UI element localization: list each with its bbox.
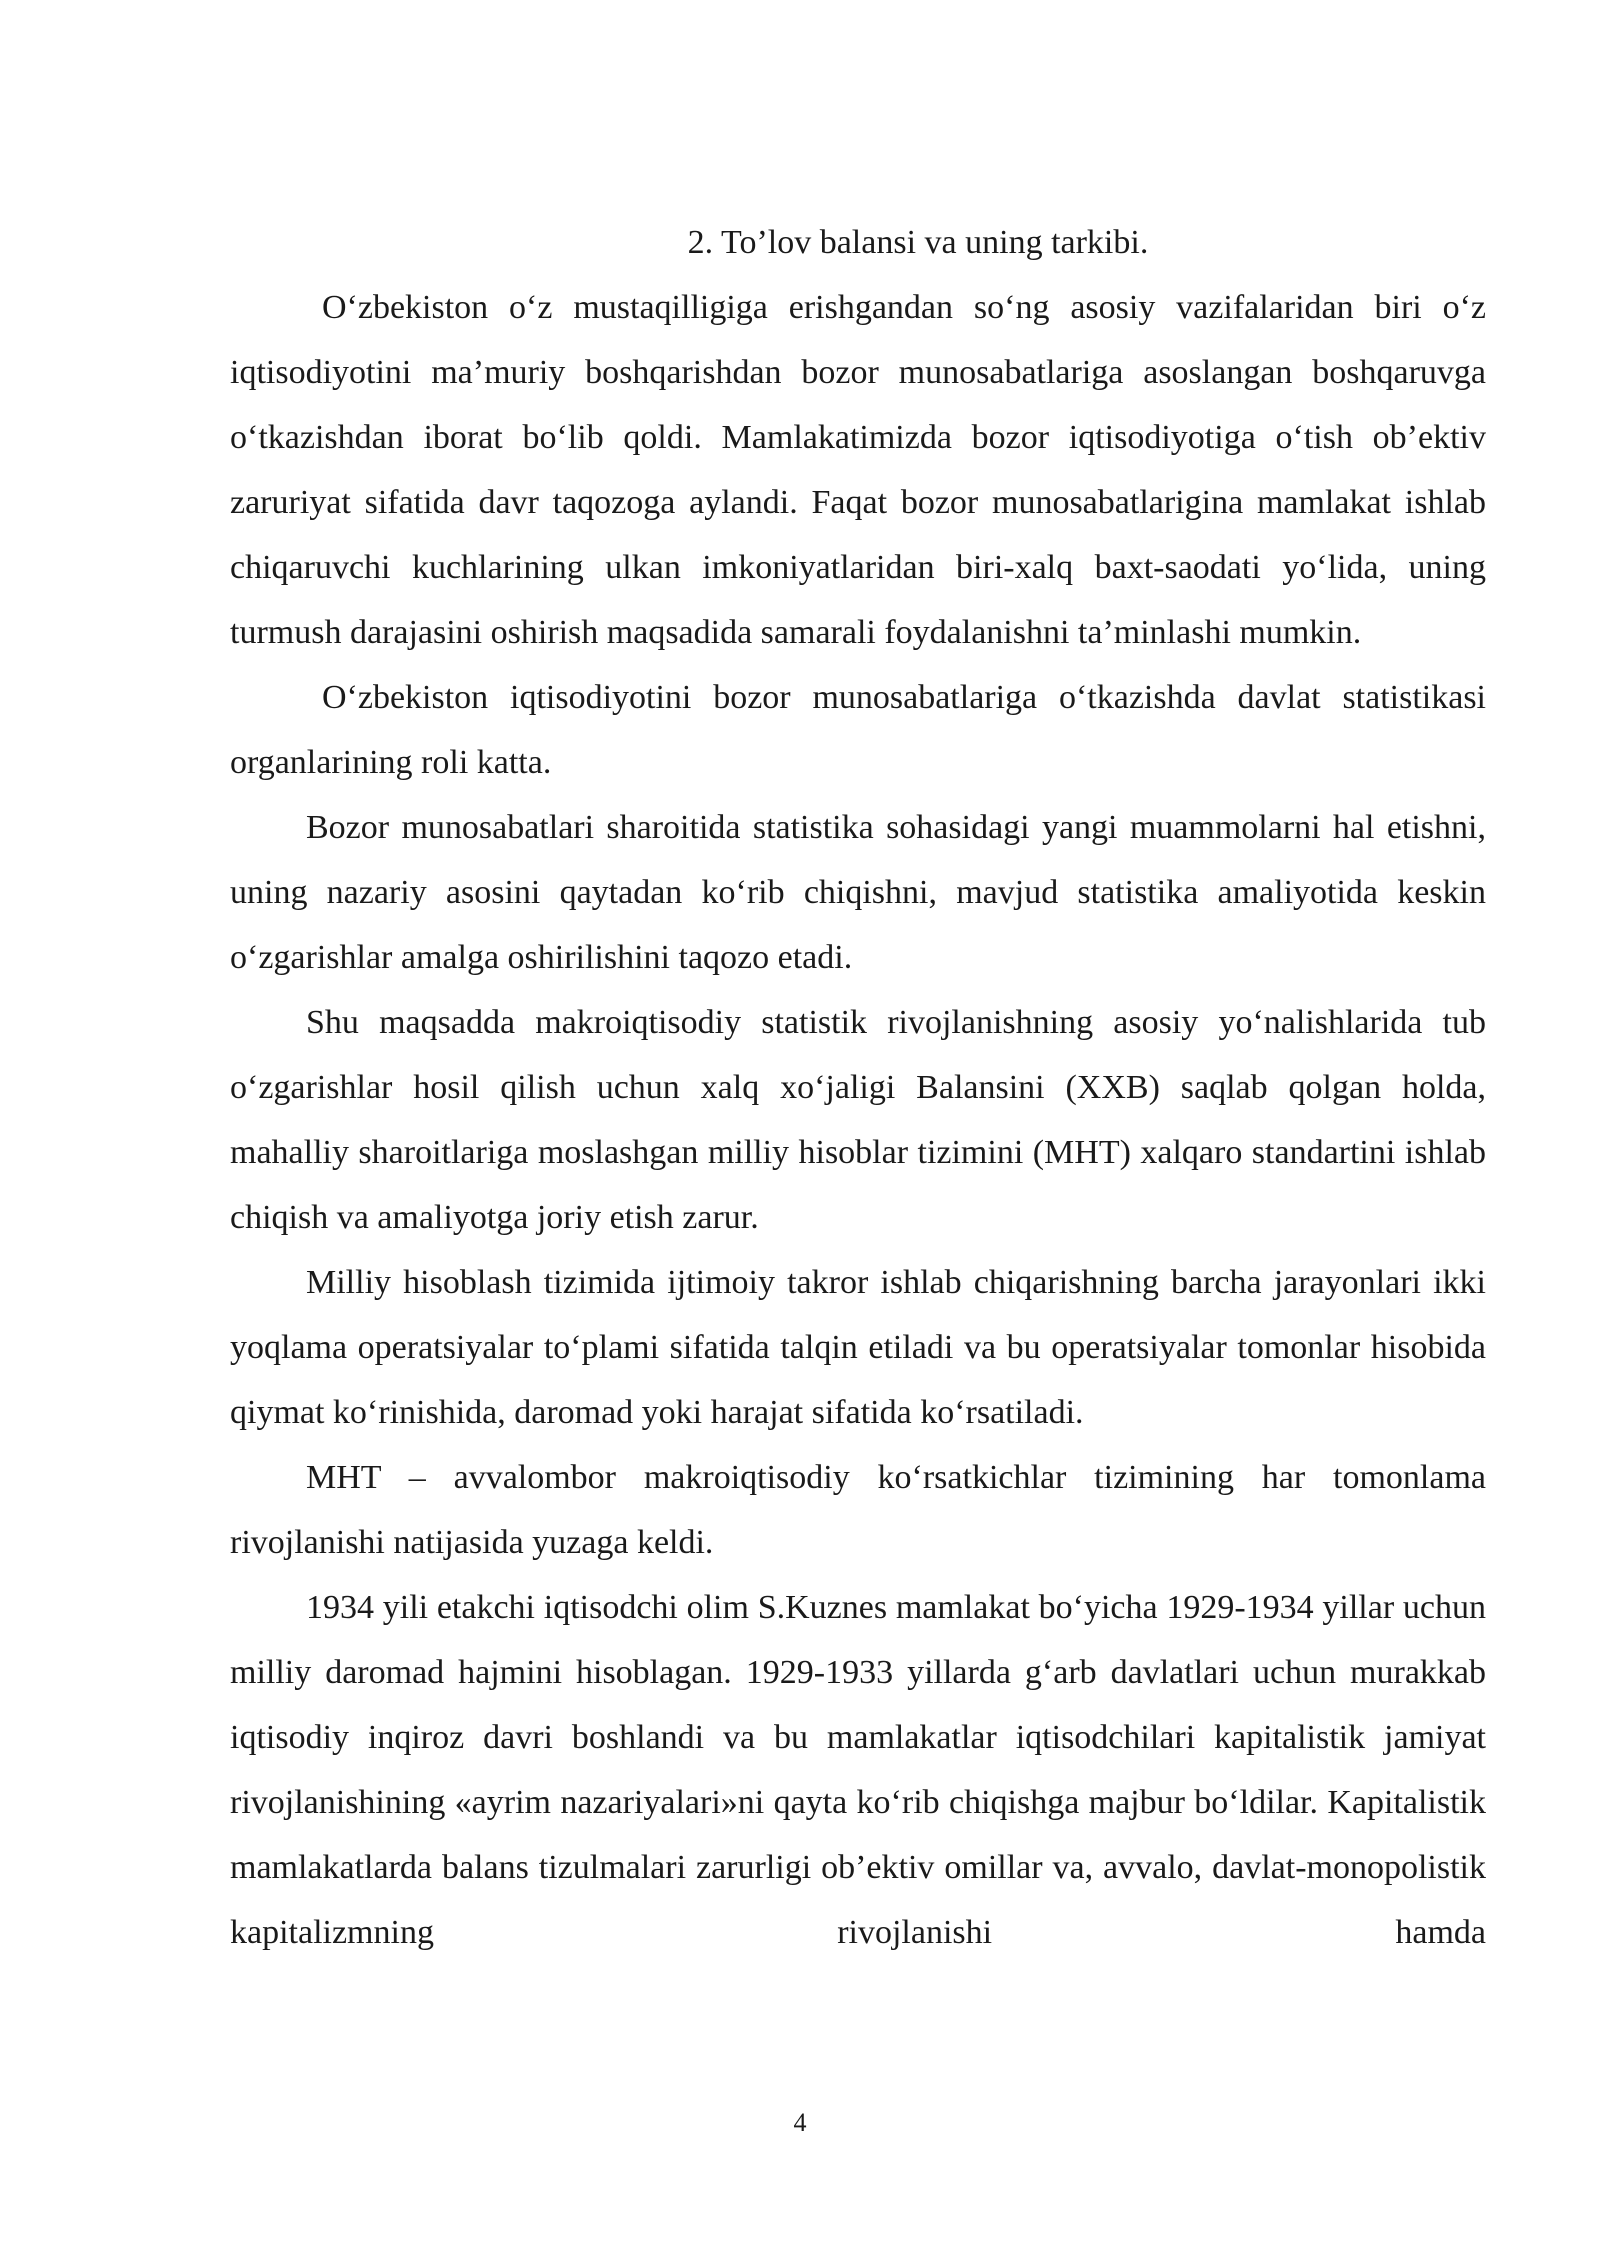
paragraph-1: O‘zbekiston o‘z mustaqilligiga erishgandan so‘ng asosiy vazifalaridan biri o‘z iqtisodiyotini ma’muriy boshqarishdan bozor munosabatlariga asoslangan boshqaruvga o‘tkazishdan iborat bo‘lib qoldi. Mamlakatimizda bozor iqtisodiyotiga o‘tish ob’ektiv zaruriyat sifatida davr taqozoga aylandi. Faqat bozor munosabatlarigina mamlakat ishlab chiqaruvchi kuchlarining ulkan imkoniyatlaridan biri-xalq baxt-saodati yo‘lida, uning turmush darajasini oshirish maqsadida samarali foydalanishni ta’minlashi mumkin. (230, 289, 1486, 651)
paragraph-3: Bozor munosabatlari sharoitida statistika sohasidagi yangi muammolarni hal etishni, uning nazariy asosini qaytadan ko‘rib chiqishni, mavjud statistika amaliyotida keskin o‘zgarishlar amalga oshirilishini taqozo etadi. (230, 809, 1486, 976)
section-heading: 2. To’lov balansi va uning tarkibi. (687, 224, 1149, 261)
document-page (230, 210, 1486, 1965)
page-number: 4 (793, 2108, 807, 2137)
paragraph-2: O‘zbekiston iqtisodiyotini bozor munosabatlariga o‘tkazishda davlat statistikasi organlarining roli katta. (230, 679, 1486, 781)
paragraph-5: Milliy hisoblash tizimida ijtimoiy takror ishlab chiqarishning barcha jarayonlari ikki yoqlama operatsiyalar to‘plami sifatida talqin etiladi va bu operatsiyalar tomonlar hisobida qiymat ko‘rinishida, daromad yoki harajat sifatida ko‘rsatiladi. (230, 1264, 1486, 1431)
paragraph-6: MHT – avvalombor makroiqtisodiy ko‘rsatkichlar tizimining har tomonlama rivojlanishi natijasida yuzaga keldi. (230, 1459, 1486, 1561)
paragraph-7: 1934 yili etakchi iqtisodchi olim S.Kuznes mamlakat bo‘yicha 1929-1934 yillar uchun milliy daromad hajmini hisoblagan. 1929-1933 yillarda g‘arb davlatlari uchun murakkab iqtisodiy inqiroz davri boshlandi va bu mamlakatlar iqtisodchilari kapitalistik jamiyat rivojlanishining «ayrim nazariyalari»ni qayta ko‘rib chiqishga majbur bo‘ldilar. Kapitalistik mamlakatlarda balans tizulmalari zarurligi ob’ektiv omillar va, avvalo, davlat-monopolistik kapitalizmning rivojlanishi hamda (230, 1589, 1486, 1951)
paragraph-4: Shu maqsadda makroiqtisodiy statistik rivojlanishning asosiy yo‘nalishlarida tub o‘zgarishlar hosil qilish uchun xalq xo‘jaligi Balansini (XXB) saqlab qolgan holda, mahalliy sharoitlariga moslashgan milliy hisoblar tizimini (MHT) xalqaro standartini ishlab chiqish va amaliyotga joriy etish zarur. (230, 1004, 1486, 1236)
